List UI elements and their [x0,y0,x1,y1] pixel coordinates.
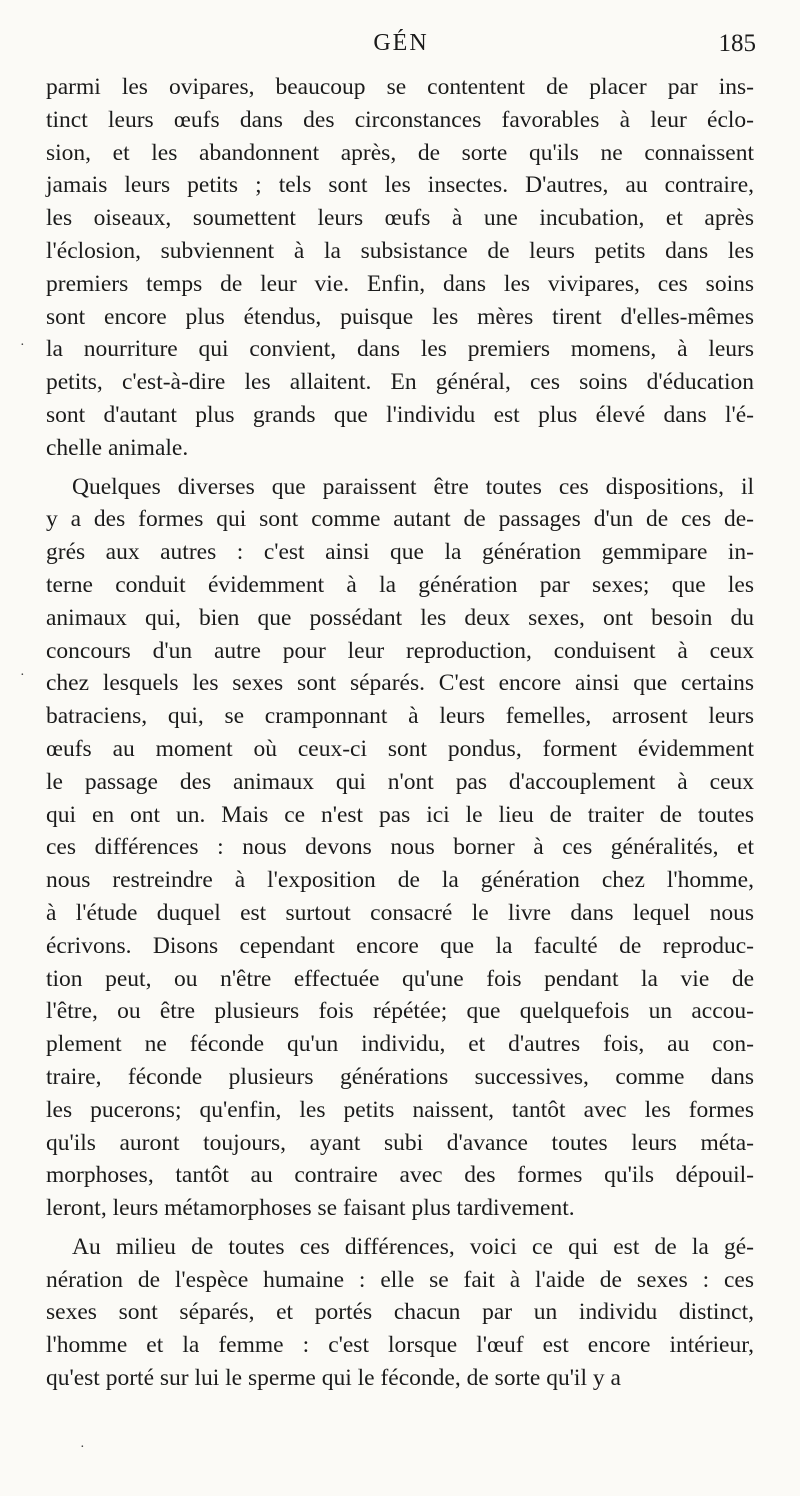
page-number: 185 [718,30,756,57]
text-line: nous restreindre à l'exposition de la génération chez l'homme, [46,867,754,894]
text-line: grés aux autres : c'est ainsi que la génération gemmipare in- [46,539,754,566]
paragraph [46,471,754,1225]
body-text [46,71,754,1395]
text-line: l'éclosion, subviennent à la subsistance de leurs petits dans les [46,237,754,264]
text-line: tion peut, ou n'être effectuée qu'une fois pendant la vie de [46,965,754,992]
text-line: traire, féconde plusieurs générations successives, comme dans [46,1063,754,1090]
text-line: chez lesquels les sexes sont séparés. C'est encore ainsi que certains [46,670,754,697]
text-line: terne conduit évidemment à la génération par sexes; que les [46,571,754,598]
margin-speck: · [80,1440,85,1455]
text-line: chelle animale. [46,434,189,461]
text-line: sont encore plus étendus, puisque les mères tirent d'elles-mêmes [46,303,754,330]
text-line: l'homme et la femme : c'est lorsque l'œuf est encore intérieur, [46,1332,754,1359]
text-line: parmi les ovipares, beaucoup se contentent de placer par ins- [46,74,754,100]
paragraph [46,1231,754,1395]
text-line: les oiseaux, soumettent leurs œufs à une incubation, et après [46,205,754,232]
text-line: animaux qui, bien que possédant les deux sexes, ont besoin du [46,604,754,631]
text-line: le passage des animaux qui n'ont pas d'accouplement à ceux [46,768,754,795]
text-line: Au milieu de toutes ces différences, voici ce qui est de la gé- [72,1233,754,1260]
text-line: concours d'un autre pour leur reproduction, conduisent à ceux [46,637,754,664]
text-line: petits, c'est-à-dire les allaitent. En général, ces soins d'éducation [46,369,754,396]
text-line: sexes sont séparés, et portés chacun par un individu distinct, [46,1299,754,1326]
text-line: leront, leurs métamorphoses se faisant plus tardivement. [46,1195,575,1222]
text-line: les pucerons; qu'enfin, les petits naissent, tantôt avec les formes [46,1096,754,1123]
text-line: qu'est porté sur lui le sperme qui le féconde, de sorte qu'il y a [46,1365,621,1392]
text-line: sont d'autant plus grands que l'individu est plus élevé dans l'é- [46,401,754,428]
running-title: GÉN [373,30,429,56]
text-line: ces différences : nous devons nous borner à ces généralités, et [46,834,754,861]
text-line: plement ne féconde qu'un individu, et d'autres fois, au con- [46,1031,754,1058]
running-head [46,30,756,64]
text-line: qu'ils auront toujours, ayant subi d'avance toutes leurs méta- [46,1129,754,1156]
text-line: tinct leurs œufs dans des circonstances favorables à leur éclo- [46,106,754,133]
text-line: écrivons. Disons cependant encore que la faculté de reproduc- [46,932,754,959]
text-line: œufs au moment où ceux-ci sont pondus, forment évidemment [46,735,754,762]
text-line: morphoses, tantôt au contraire avec des formes qu'ils dépouil- [46,1162,754,1189]
text-line: batraciens, qui, se cramponnant à leurs femelles, arrosent leurs [46,703,754,730]
text-line: jamais leurs petits ; tels sont les insectes. D'autres, au contraire, [46,172,754,199]
text-line: la nourriture qui convient, dans les premiers momens, à leurs [46,336,754,363]
text-line: sion, et les abandonnent après, de sorte qu'ils ne connaissent [46,139,754,166]
margin-speck: · [20,338,25,353]
margin-speck: · [20,668,25,683]
text-line: nération de l'espèce humaine : elle se fait à l'aide de sexes : ces [46,1266,754,1293]
paragraph [46,71,754,465]
text-line: y a des formes qui sont comme autant de passages d'un de ces de- [46,506,754,533]
text-line: à l'étude duquel est surtout consacré le livre dans lequel nous [46,899,754,926]
text-line: qui en ont un. Mais ce n'est pas ici le lieu de traiter de toutes [46,801,754,828]
text-line: l'être, ou être plusieurs fois répétée; que quelquefois un accou- [46,998,754,1025]
text-line: Quelques diverses que paraissent être toutes ces dispositions, il [72,473,754,500]
text-line: premiers temps de leur vie. Enfin, dans les vivipares, ces soins [46,270,754,297]
